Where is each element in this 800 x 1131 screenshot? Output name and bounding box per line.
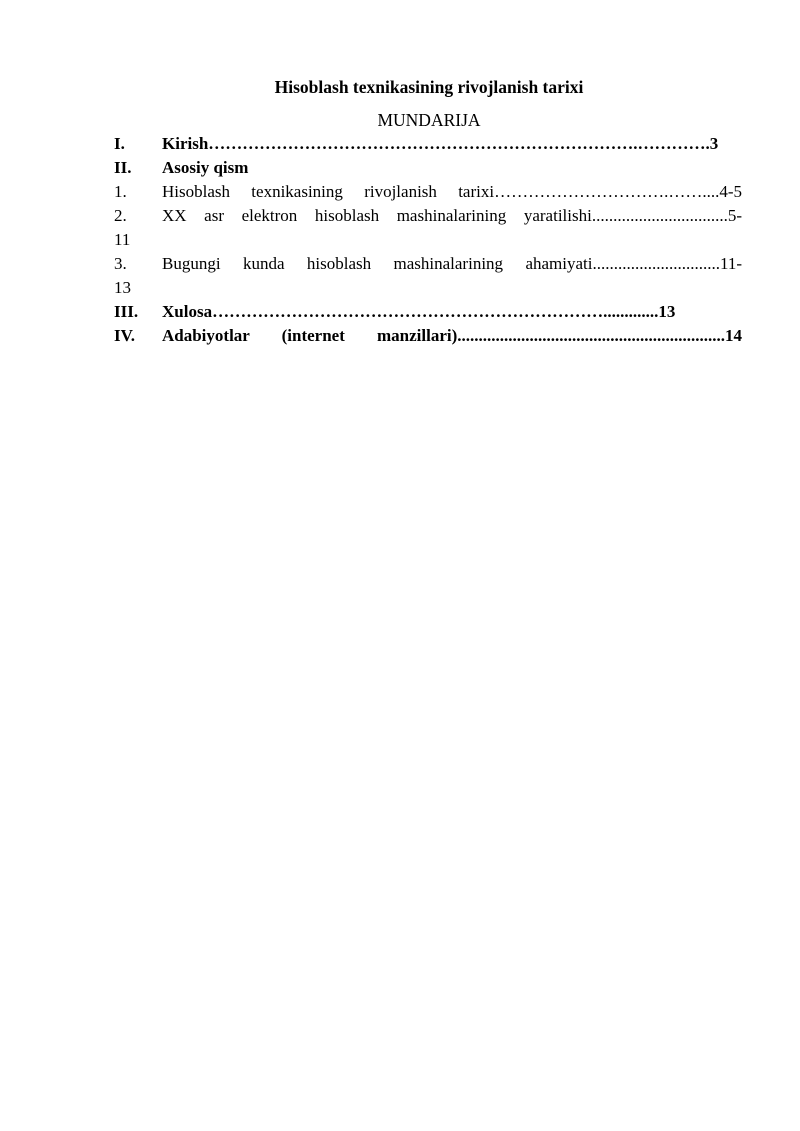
toc-entry-text: Hisoblash texnikasining rivojlanish tarixi………………………….……....4-5 xyxy=(162,182,742,201)
toc-entry-section-2 xyxy=(114,204,742,252)
toc-entry-text: Xulosa…………………………………………………………….............13 xyxy=(162,302,676,321)
toc-entry-conclusion xyxy=(114,300,742,324)
toc-entry-references xyxy=(114,324,742,348)
toc-entry-introduction xyxy=(114,132,742,156)
toc-heading: MUNDARIJA xyxy=(377,110,481,130)
toc-entry-number: IV. xyxy=(114,326,135,345)
toc-entry-text: Kirish………………………………………………………………….………….3 xyxy=(162,134,719,153)
toc-entry-number: III. xyxy=(114,302,139,321)
toc-entry-page-continuation: 13 xyxy=(114,278,131,297)
toc-entry-main-part xyxy=(114,156,742,180)
toc-entry-number: 3. xyxy=(114,254,127,273)
document-title: Hisoblash texnikasining rivojlanish tarixi xyxy=(274,77,584,97)
toc-entry-number: 1. xyxy=(114,182,127,201)
toc-entry-section-3 xyxy=(114,252,742,300)
toc-entry-text: Adabiyotlar (internet manzillari)...............................................................14 xyxy=(162,326,742,345)
toc-entry-number: II. xyxy=(114,158,132,177)
toc-entry-page-continuation: 11 xyxy=(114,230,131,249)
toc-entry-text: Bugungi kunda hisoblash mashinalarining ahamiyati..............................11- xyxy=(162,254,742,273)
toc-entry-text: Asosiy qism xyxy=(162,158,249,177)
toc-entry-section-1 xyxy=(114,180,742,204)
toc-entry-number: 2. xyxy=(114,206,127,225)
toc-entry-number: I. xyxy=(114,134,125,153)
toc-entry-text: XX asr elektron hisoblash mashinalarining yaratilishi................................5- xyxy=(162,206,742,225)
table-of-contents xyxy=(114,132,742,348)
